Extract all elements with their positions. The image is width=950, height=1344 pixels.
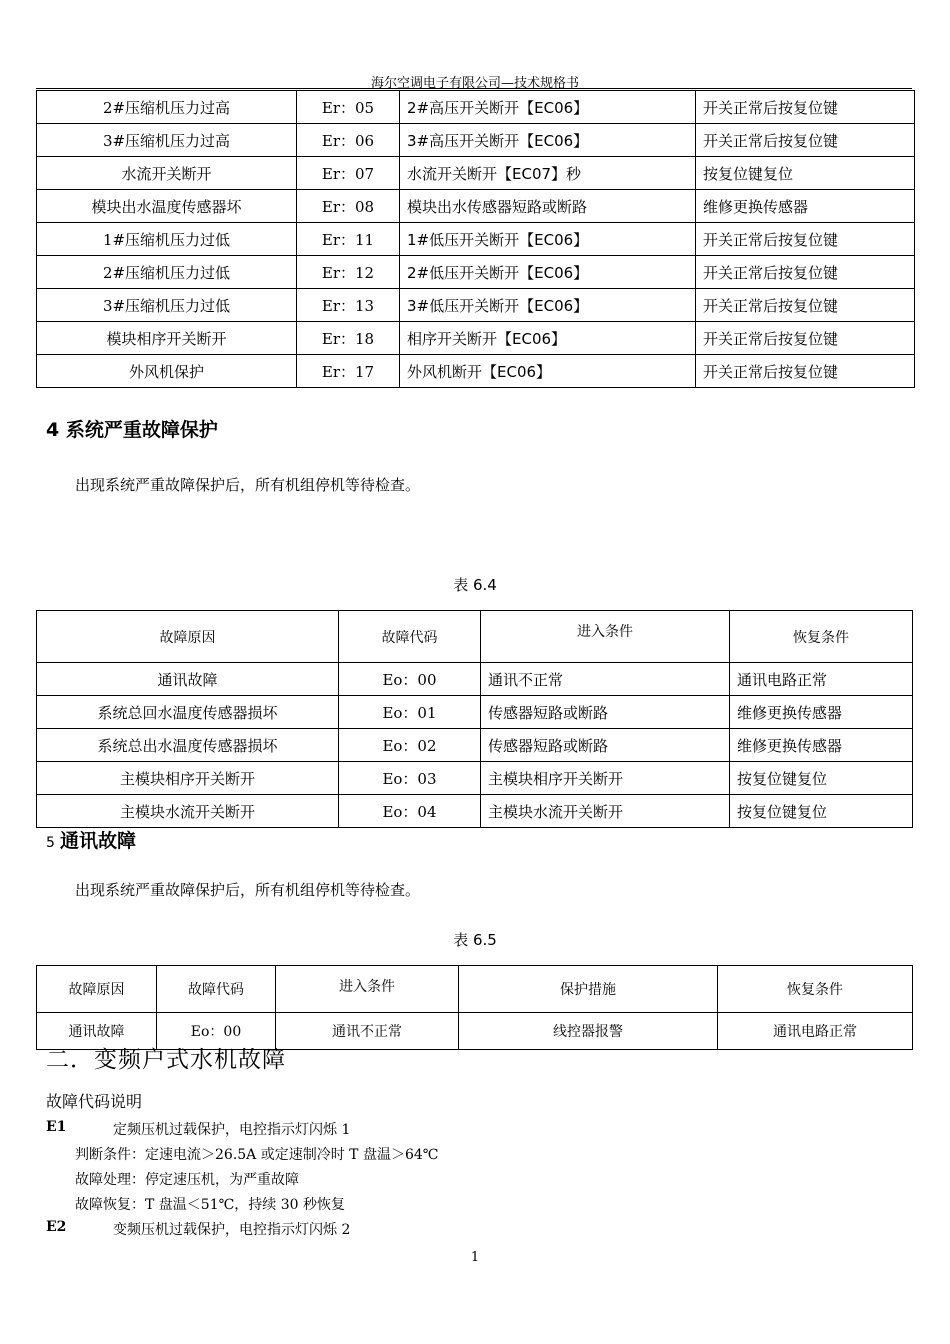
table-6-4-caption: 表 6.4 — [453, 576, 497, 594]
cell-code: Eo：02 — [339, 729, 481, 762]
page-number: 1 — [470, 1250, 480, 1265]
cell-enter: 主模块水流开关断开 — [481, 795, 730, 828]
cell-cause: 2#压缩机压力过高 — [37, 91, 297, 124]
cell-enter: 传感器短路或断路 — [481, 729, 730, 762]
e1-description: 定频压机过载保护，电控指示灯闪烁 1 — [113, 1122, 351, 1138]
table-row — [37, 289, 915, 322]
e1-handling: 故障处理：停定速压机，为严重故障 — [75, 1172, 299, 1188]
cell-cause: 2#压缩机压力过低 — [37, 256, 297, 289]
cell-code: Eo：03 — [339, 762, 481, 795]
cell-cause: 模块出水温度传感器坏 — [37, 190, 297, 223]
e1-judge-condition: 判断条件：定速电流＞26.5A 或定速制冷时 T 盘温＞64℃ — [75, 1147, 439, 1163]
cell-enter: 1#低压开关断开【EC06】 — [400, 223, 696, 256]
table-row — [37, 256, 915, 289]
section-5-text: 出现系统严重故障保护后，所有机组停机等待检查。 — [75, 881, 421, 899]
cell-enter: 2#高压开关断开【EC06】 — [400, 91, 696, 124]
table-row — [37, 663, 913, 696]
header-action: 保护措施 — [459, 966, 718, 1013]
cell-cause: 水流开关断开 — [37, 157, 297, 190]
cell-cause: 3#压缩机压力过低 — [37, 289, 297, 322]
cell-enter: 水流开关断开【EC07】秒 — [400, 157, 696, 190]
cell-recover: 开关正常后按复位键 — [696, 289, 915, 322]
header-code: 故障代码 — [339, 611, 481, 663]
header-code: 故障代码 — [157, 966, 276, 1013]
section-4-text: 出现系统严重故障保护后，所有机组停机等待检查。 — [75, 476, 421, 494]
cell-recover: 维修更换传感器 — [730, 729, 913, 762]
table-row — [37, 91, 915, 124]
table-row — [37, 322, 915, 355]
table-header-row — [37, 966, 913, 1013]
cell-code: Eo：00 — [157, 1013, 276, 1050]
header-recover: 恢复条件 — [730, 611, 913, 663]
part-2-title: 二．变频户式水机故障 — [46, 1047, 286, 1073]
cell-enter: 外风机断开【EC06】 — [400, 355, 696, 388]
table-row — [37, 762, 913, 795]
fault-table-continued — [36, 90, 915, 388]
document-header: 海尔空调电子有限公司—技术规格书 — [370, 76, 579, 91]
cell-code: Er：17 — [297, 355, 400, 388]
header-cause: 故障原因 — [37, 966, 157, 1013]
section-5-title: 通讯故障 — [60, 830, 137, 852]
cell-cause: 模块相序开关断开 — [37, 322, 297, 355]
cell-enter: 3#高压开关断开【EC06】 — [400, 124, 696, 157]
cell-cause: 1#压缩机压力过低 — [37, 223, 297, 256]
cell-code: Er：08 — [297, 190, 400, 223]
cell-cause: 通讯故障 — [37, 663, 339, 696]
cell-recover: 开关正常后按复位键 — [696, 223, 915, 256]
cell-enter: 通讯不正常 — [481, 663, 730, 696]
cell-enter: 3#低压开关断开【EC06】 — [400, 289, 696, 322]
table-row — [37, 355, 915, 388]
cell-recover: 开关正常后按复位键 — [696, 124, 915, 157]
cell-action: 线控器报警 — [459, 1013, 718, 1050]
section-5-heading — [46, 826, 136, 853]
cell-recover: 开关正常后按复位键 — [696, 322, 915, 355]
cell-recover: 维修更换传感器 — [730, 696, 913, 729]
cell-code: Er：18 — [297, 322, 400, 355]
cell-code: Er：12 — [297, 256, 400, 289]
cell-enter: 相序开关断开【EC06】 — [400, 322, 696, 355]
e2-description: 变频压机过载保护，电控指示灯闪烁 2 — [113, 1222, 351, 1238]
cell-recover: 通讯电路正常 — [730, 663, 913, 696]
cell-enter: 2#低压开关断开【EC06】 — [400, 256, 696, 289]
header-rule — [36, 88, 912, 89]
cell-recover: 开关正常后按复位键 — [696, 256, 915, 289]
cell-cause: 通讯故障 — [37, 1013, 157, 1050]
table-row — [37, 795, 913, 828]
cell-recover: 开关正常后按复位键 — [696, 355, 915, 388]
table-6-5-caption: 表 6.5 — [453, 931, 497, 949]
cell-recover: 通讯电路正常 — [718, 1013, 913, 1050]
cell-recover: 按复位键复位 — [730, 762, 913, 795]
cell-enter: 模块出水传感器短路或断路 — [400, 190, 696, 223]
cell-code: Er：07 — [297, 157, 400, 190]
e1-recovery: 故障恢复：T 盘温＜51℃，持续 30 秒恢复 — [75, 1197, 345, 1213]
table-row — [37, 223, 915, 256]
table-row — [37, 124, 915, 157]
table-row — [37, 696, 913, 729]
cell-cause: 主模块水流开关断开 — [37, 795, 339, 828]
cell-recover: 维修更换传感器 — [696, 190, 915, 223]
cell-code: Er：11 — [297, 223, 400, 256]
comm-fault-table — [36, 965, 913, 1050]
cell-enter: 主模块相序开关断开 — [481, 762, 730, 795]
code-e1: E1 — [46, 1119, 67, 1135]
cell-code: Er：05 — [297, 91, 400, 124]
table-row — [37, 729, 913, 762]
section-5-number: 5 — [46, 835, 55, 851]
system-fault-table — [36, 610, 913, 828]
cell-cause: 系统总回水温度传感器损坏 — [37, 696, 339, 729]
header-cause: 故障原因 — [37, 611, 339, 663]
cell-recover: 按复位键复位 — [696, 157, 915, 190]
cell-enter: 传感器短路或断路 — [481, 696, 730, 729]
cell-recover: 按复位键复位 — [730, 795, 913, 828]
fault-table-body — [37, 91, 915, 388]
part-2-subtitle: 故障代码说明 — [46, 1092, 143, 1111]
cell-cause: 外风机保护 — [37, 355, 297, 388]
cell-cause: 系统总出水温度传感器损坏 — [37, 729, 339, 762]
table-row — [37, 190, 915, 223]
cell-cause: 3#压缩机压力过高 — [37, 124, 297, 157]
header-enter: 进入条件 — [276, 966, 459, 1013]
system-fault-table-body — [37, 663, 913, 828]
cell-code: Eo：04 — [339, 795, 481, 828]
cell-recover: 开关正常后按复位键 — [696, 91, 915, 124]
header-recover: 恢复条件 — [718, 966, 913, 1013]
cell-code: Er：06 — [297, 124, 400, 157]
table-header-row — [37, 611, 913, 663]
cell-enter: 通讯不正常 — [276, 1013, 459, 1050]
cell-code: Er：13 — [297, 289, 400, 322]
cell-code: Eo：00 — [339, 663, 481, 696]
cell-cause: 主模块相序开关断开 — [37, 762, 339, 795]
table-row — [37, 157, 915, 190]
section-4-heading: 4 系统严重故障保护 — [46, 419, 218, 441]
cell-code: Eo：01 — [339, 696, 481, 729]
code-e2: E2 — [46, 1219, 67, 1235]
header-enter: 进入条件 — [481, 611, 730, 663]
